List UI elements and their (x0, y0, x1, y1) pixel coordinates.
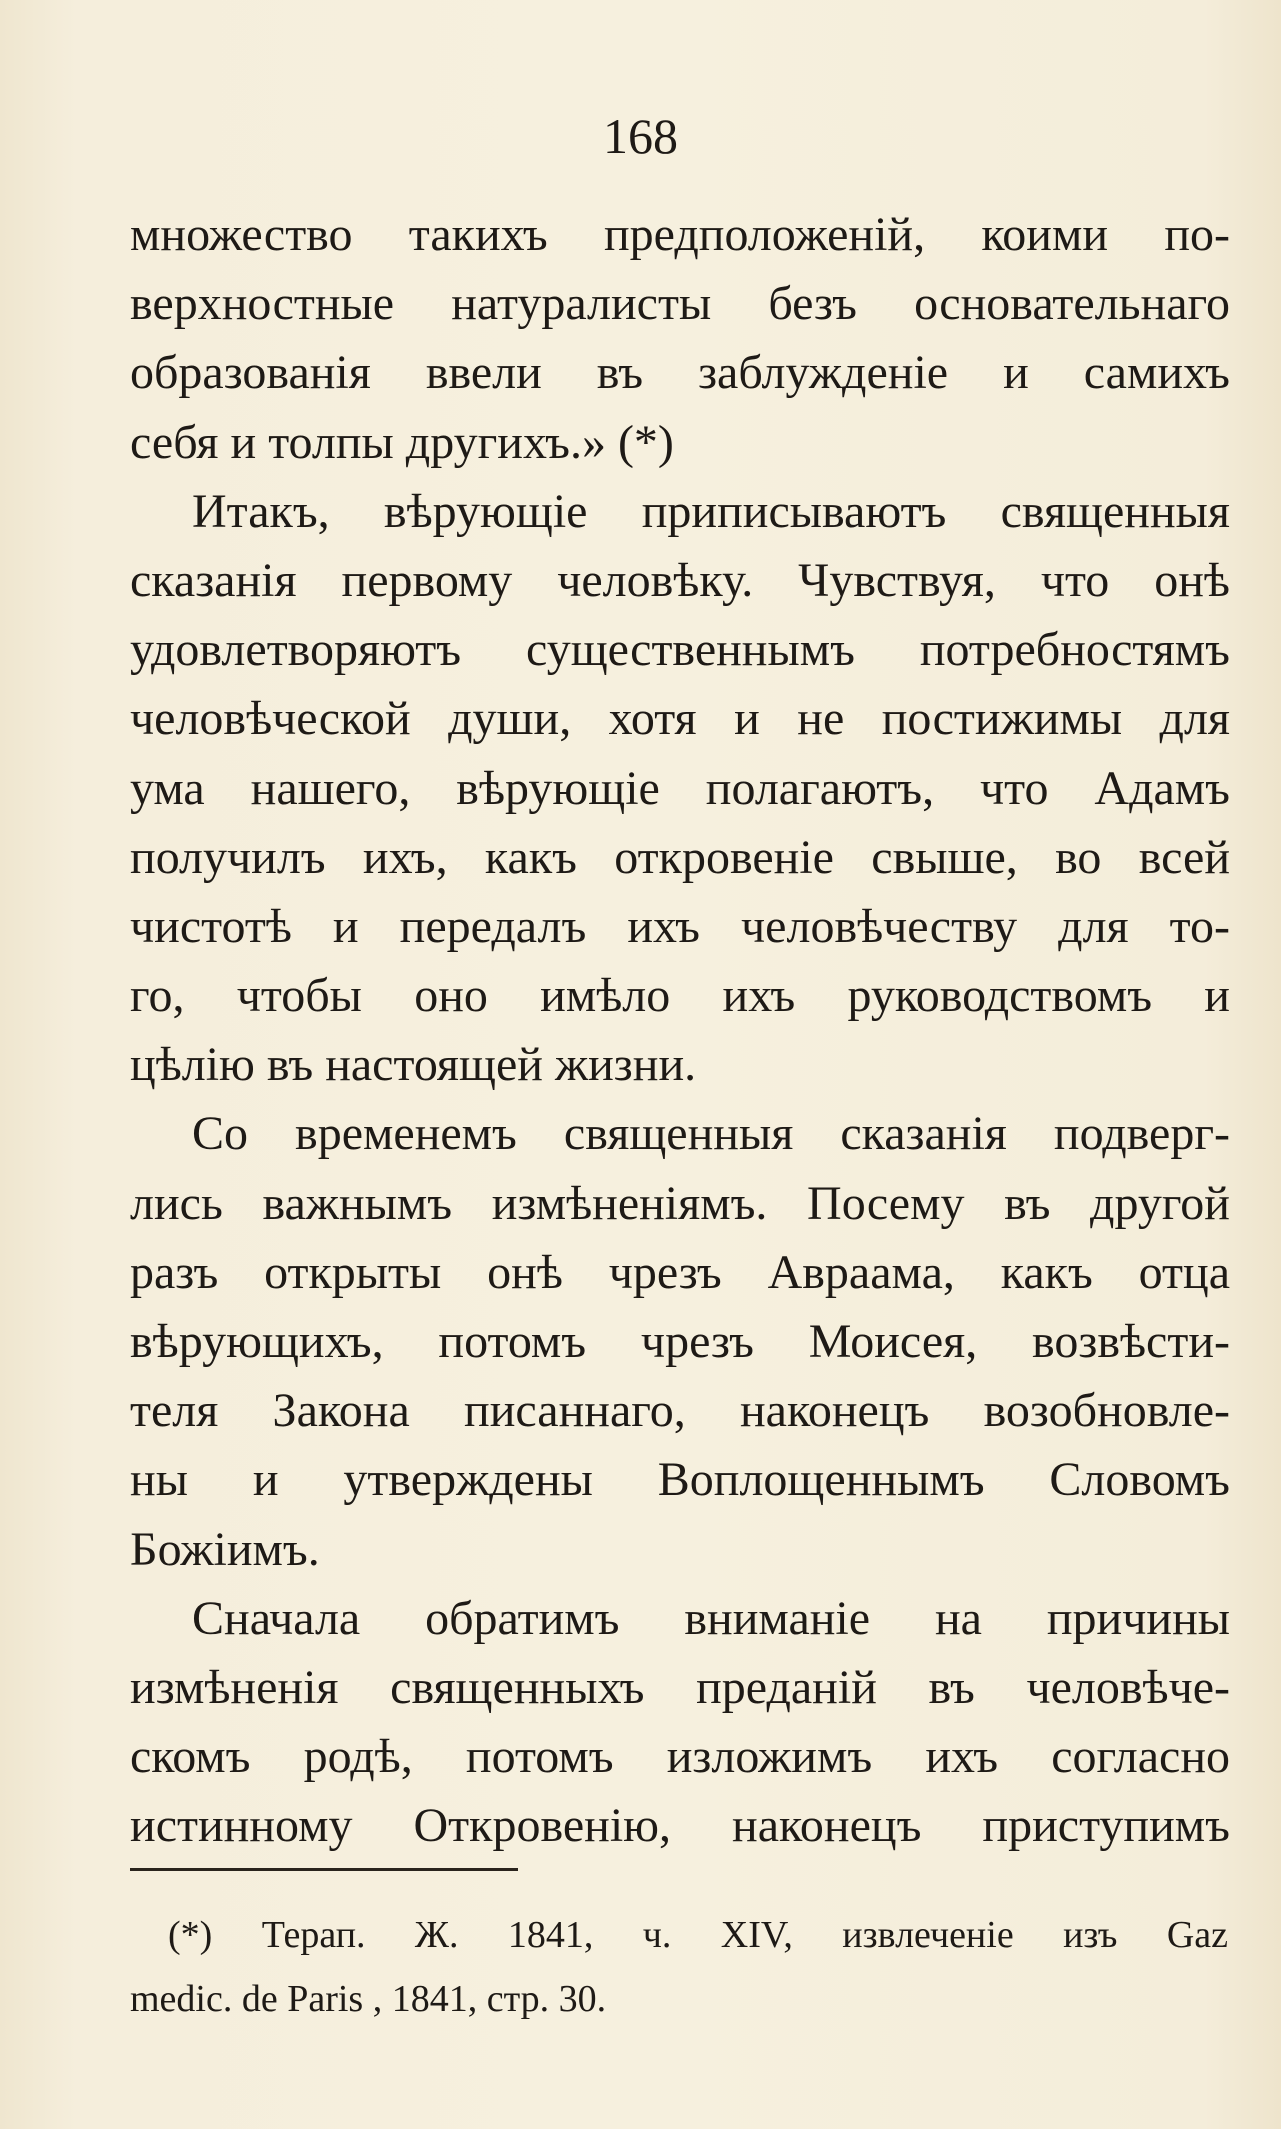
text-line: сказанія первому человѣку. Чувствуя, что онѣ (130, 553, 1230, 607)
text-line: Божіимъ. (130, 1522, 320, 1576)
text-line: ума нашего, вѣрующіе полагаютъ, что Адамъ (130, 761, 1230, 815)
text-line: истинному Откровенію, наконецъ приступимъ (130, 1799, 1230, 1853)
text-line: Итакъ, вѣрующіе приписываютъ священныя (192, 484, 1230, 538)
text-line: человѣческой души, хотя и не постижимы для (130, 692, 1230, 746)
text-line: вѣрующихъ, потомъ чрезъ Моисея, возвѣсти- (130, 1315, 1230, 1368)
body-text (130, 200, 1230, 1861)
text-line: измѣненія священныхъ преданій въ человѣче- (130, 1660, 1230, 1714)
text-line: скомъ родѣ, потомъ изложимъ ихъ согласно (130, 1730, 1230, 1784)
text-line: себя и толпы другихъ.» (*) (130, 415, 674, 469)
footnote-line: medic. de Paris , 1841, стр. 30. (130, 1978, 607, 2020)
footnote-divider (130, 1868, 518, 1871)
footnote-line: (*) Терап. Ж. 1841, ч. XIV, извлеченіе изъ Gaz (168, 1914, 1228, 1956)
text-line: теля Закона писаннаго, наконецъ возобновле- (130, 1384, 1230, 1438)
text-line: удовлетворяютъ существеннымъ потребностямъ (130, 623, 1230, 677)
text-line: чистотѣ и передалъ ихъ человѣчеству для то- (130, 899, 1230, 953)
footnote (130, 1903, 1228, 2031)
page-number: 168 (603, 108, 678, 164)
text-line: го, чтобы оно имѣло ихъ руководствомъ и (130, 969, 1230, 1023)
text-line: ны и утверждены Воплощеннымъ Словомъ (130, 1453, 1230, 1507)
text-line: верхностные натуралисты безъ основательнаго (130, 277, 1230, 331)
text-line: образованія ввели въ заблужденіе и самихъ (130, 346, 1230, 400)
text-line: разъ открыты онѣ чрезъ Авраама, какъ отца (130, 1245, 1230, 1299)
text-line: Сначала обратимъ вниманіе на причины (192, 1591, 1230, 1645)
text-line: множество такихъ предположеній, коими по- (130, 208, 1230, 261)
text-line: Со временемъ священныя сказанія подверг- (192, 1107, 1230, 1161)
text-line: лись важнымъ измѣненіямъ. Посему въ другой (130, 1176, 1230, 1230)
text-line: цѣлію въ настоящей жизни. (130, 1038, 697, 1092)
text-line: получилъ ихъ, какъ откровеніе свыше, во всей (130, 830, 1230, 884)
